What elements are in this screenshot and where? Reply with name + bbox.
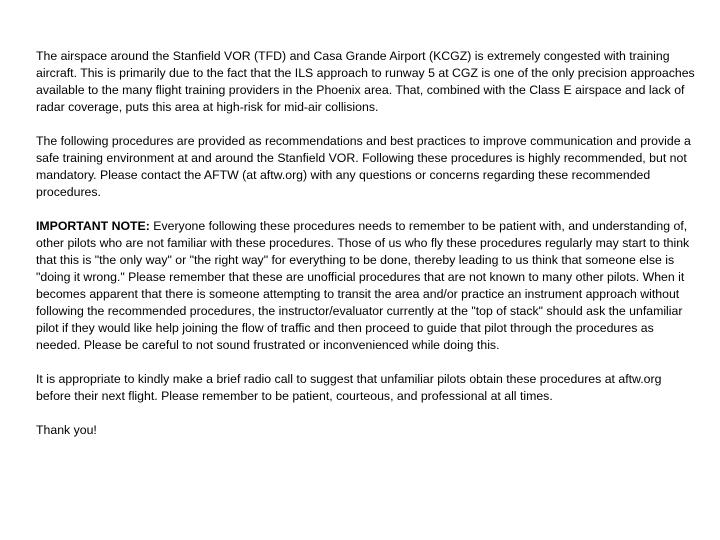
important-note-text: Everyone following these procedures needs to remember to be patient with, and understanding of, other pilots who are not familiar with these procedures. Those of us who fly these procedures regularly may start to think that this is "the only way" or "the right way" for everything to be done, thereby leading to us think that someone else is "doing it wrong." Please remember that these are unofficial procedures that are not known to many other pilots. When it becomes apparent that there is someone attempting to transit the area and/or practice an instrument approach without following the recommended procedures, the instructor/evaluator currently at the "top of stack" should ask the unfamiliar pilot if they would like help joining the flow of traffic and then proceed to guide that pilot through the procedures as needed. Please be careful to not sound frustrated or inconvenienced while doing this.: [36, 219, 690, 352]
intro-paragraph: The airspace around the Stanfield VOR (TFD) and Casa Grande Airport (KCGZ) is extremely congested with training aircraft. This is primarily due to the fact that the ILS approach to runway 5 at CGZ is one of the only precision approaches available to the many flight training providers in the Phoenix area. That, combined with the Class E airspace and lack of radar coverage, puts this area at high-risk for mid-air collisions.: [36, 49, 695, 114]
closing-paragraph: It is appropriate to kindly make a brief radio call to suggest that unfamiliar pilots obtain these procedures at aftw.org before their next flight. Please remember to be patient, courteous, and professional at all times.: [36, 372, 662, 403]
important-note-label: IMPORTANT NOTE:: [36, 219, 150, 233]
important-note-paragraph: [36, 218, 696, 354]
document-body: [36, 48, 696, 456]
procedures-paragraph: The following procedures are provided as recommendations and best practices to improve communication and provide a safe training environment at and around the Stanfield VOR. Following these procedures is highly recommended, but not mandatory. Please contact the AFTW (at aftw.org) with any questions or concerns regarding these recommended procedures.: [36, 134, 691, 199]
signoff-text: Thank you!: [36, 423, 97, 437]
